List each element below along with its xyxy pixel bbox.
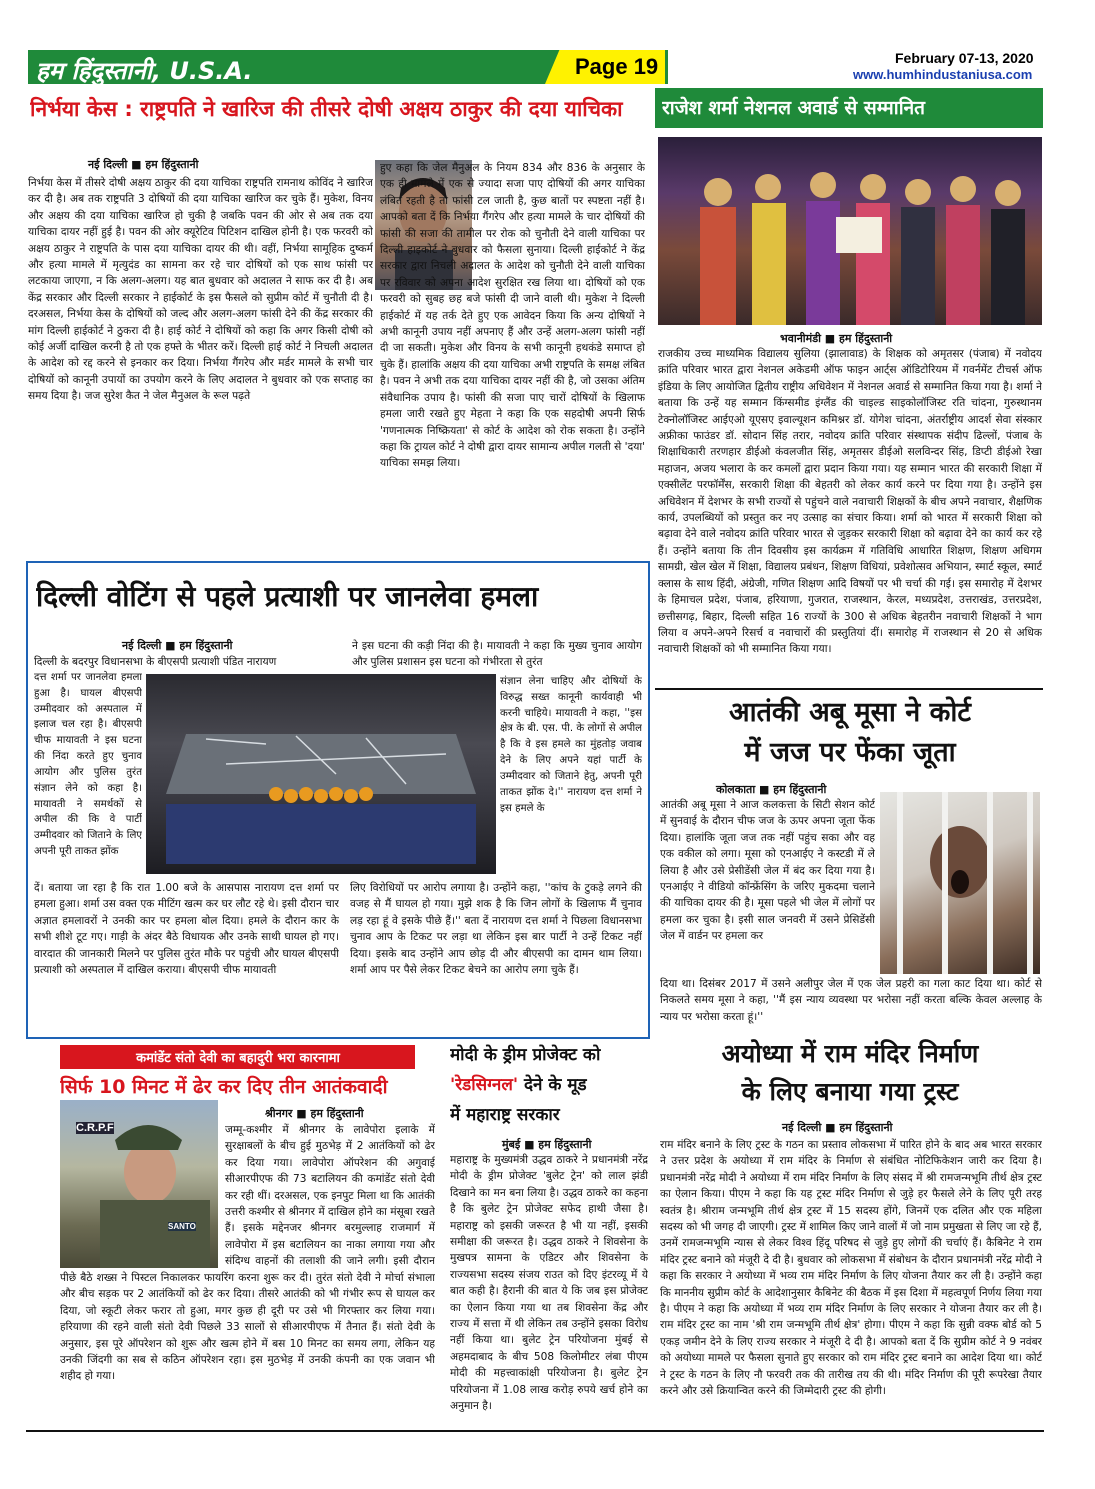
masthead-title: हम हिंदुस्तानी, U.S.A. <box>36 57 253 85</box>
page-number: Page 19 <box>575 54 659 79</box>
abu-bottom: दिया था। दिसंबर 2017 में उसने अलीपुर जेल में एक जेल प्रहरी का गला काट दिया था। कोर्ट से निकलते समय मूसा ने कहा, ''मैं इस न्याय व्यवस्था पर भरोसा नहीं करता बल्कि केवल अल्लाह के न्याय पर भरोसा करता हूं।'' <box>660 978 1042 1023</box>
ayodhya-body: राम मंदिर बनाने के लिए ट्रस्ट के गठन का प्रस्ताव लोकसभा में पारित होने के बाद अब भारत सरकार ने उत्तर प्रदेश के अयोध्या में राम मंदिर के निर्माण से संबंधित नोटिफिकेशन जारी कर दिया है। प्रधानमंत्री नरेंद्र मोदी ने अयोध्या में राम मंदिर निर्माण के लिए संसद में श्री रामजन्मभूमि तीर्थ क्षेत्र ट्रस्ट का ऐलान किया। पीएम ने कहा कि यह ट्रस्ट मंदिर निर्माण से जुड़े हर फैसले लेने के लिए पूरी तरह स्वतंत्र है। श्रीराम जन्मभूमि तीर्थ क्षेत्र ट्रस्ट में 15 सदस्य होंगे, जिनमें एक दलित और एक महिला सदस्य को भी जगह दी जाएगी। ट्रस्ट में शामिल किए जाने वालों में जो नाम प्रमुखता से लिए जा रहे हैं, उनमें रामजन्मभूमि न्यास से लेकर विश्व हिंदू परिषद से जुड़े हुए लोगों की चर्चाएं हैं। कैबिनेट ने राम मंदिर ट्रस्ट बनाने को मंजूरी दे दी है। बुधवार को लोकसभा में संबोधन के दौरान प्रधानमंत्री नरेंद्र मोदी ने कहा कि सरकार ने अयोध्या में भव्य राम मंदिर निर्माण के लिए योजना तैयार कर ली है। उन्होंने कहा कि माननीय सुप्रीम कोर्ट के आदेशानुसार कैबिनेट की बैठक में इस दिशा में महत्वपूर्ण निर्णय लिया गया है। पीएम ने कहा कि अयोध्या में भव्य राम मंदिर निर्माण के लिए सरकार ने योजना तैयार कर ली है। राम मंदिर ट्रस्ट का नाम 'श्री राम जन्मभूमि तीर्थ क्षेत्र' होगा। पीएम ने कहा कि सुन्नी वक्फ बोर्ड को 5 एकड़ जमीन देने के लिए राज्य सरकार ने मंजूरी दे दी है। आपको बता दें कि सुप्रीम कोर्ट ने 9 नवंबर को अयोध्या मामले पर फैसला सुनाते हुए सरकार को राम मंदिर ट्रस्ट बनाने का आदेश दिया था। कोर्ट ने ट्रस्ट के गठन के लिए नौ फरवरी तक की तारीख तय की थी। मंदिर निर्माण की पूरी रूपरेखा तैयार करने और उसे क्रियान्वित करने की जिम्मेदारी ट्रस्ट की होगी। <box>660 1139 1042 1398</box>
ceremony-figures-icon <box>658 137 1042 325</box>
santo-kicker: कमांडेंट संतो देवी का बहादुरी भरा कारनामा <box>136 1051 340 1066</box>
modi-red-signal: 'रेडसिग्नल' <box>450 1075 519 1095</box>
ayodhya-headline-line2: के लिए बनाया गया ट्रस्ट <box>741 1077 959 1106</box>
delhi-headline: दिल्ली वोटिंग से पहले प्रत्याशी पर जानलेवा हमला <box>36 580 539 613</box>
abu-body: आतंकी अबू मूसा ने आज कलकत्ता के सिटी सेशन कोर्ट में सुनवाई के दौरान चीफ जज के ऊपर अपना जूता फेंक दिया। हालांकि जूता जज तक नहीं पहुंच सका और वह एक वकील को लगा। मूसा को एनआईए ने कस्टडी में ले लिया है और उसे प्रेसीडेंसी जेल में बंद कर दिया गया है। एनआईए ने वीडियो कॉन्फ्रेंसिंग के जरिए मुकदमा चलाने की याचिका दायर की है। मूसा पहले भी जेल में लोगों पर हमला कर चुका है। इसी साल जनवरी में उसने प्रेसिडेंसी जेल में वार्डन पर हमला कर <box>660 799 875 943</box>
modi-body: महाराष्ट्र के मुख्यमंत्री उद्धव ठाकरे ने प्रधानमंत्री नरेंद्र मोदी के ड्रीम प्रोजेक्ट 'बुलेट ट्रेन' को लाल झंडी दिखाने का मन बना लिया है। उद्धव ठाकरे का कहना है कि बुलेट ट्रेन प्रोजेक्ट सफेद हाथी जैसा है। महाराष्ट्र को इसकी जरूरत है भी या नहीं, इसकी समीक्षा की जरूरत है। उद्धव ठाकरे ने शिवसेना के मुखपत्र सामना के एडिटर और शिवसेना के राज्यसभा सदस्य संजय राउत को दिए इंटरव्यू में ये बात कही है। हैरानी की बात ये कि जब इस प्रोजेक्ट का ऐलान किया गया था तब शिवसेना केंद्र और राज्य में सत्ता में थी लेकिन तब उन्होंने इसका विरोध नहीं किया था। बुलेट ट्रेन परियोजना मुंबई से अहमदाबाद के बीच 508 किलोमीटर लंबा पीएम मोदी की महत्त्वाकांक्षी परियोजना है। बुलेट ट्रेन परियोजना में 1.08 लाख करोड़ रुपये खर्च होने का अनुमान है। <box>450 1154 648 1413</box>
jail-bars-icon <box>880 792 1040 974</box>
nirbhaya-headline: निर्भया केस : राष्ट्रपति ने खारिज की तीसरे दोषी अक्षय ठाकुर की दया याचिका <box>30 97 623 121</box>
modi-headline-line1: मोदी के ड्रीम प्रोजेक्ट को <box>450 1045 601 1065</box>
abu-byline: कोलकाता ■ हम हिंदुस्तानी <box>716 783 827 796</box>
abu-headline-line1: आतंकी अबू मूसा ने कोर्ट <box>728 697 972 728</box>
delhi-col2-top: ने इस घटना की कड़ी निंदा की है। मायावती ने कहा कि मुख्य चुनाव आयोग और पुलिस प्रशासन इस घटना को गंभीरता से तुरंत <box>352 640 642 669</box>
modi-byline: मुंबई ■ हम हिंदुस्तानी <box>502 1138 592 1151</box>
abu-musa-photo <box>880 792 1040 974</box>
delhi-left-col: दत्त शर्मा पर जानलेवा हमला हुआ है। घायल बीएसपी उम्मीदवार को अस्पताल में इलाज चल रहा है। बीएसपी चीफ मायावती ने इस घटना की निंदा करते हुए चुनाव आयोग और पुलिस तुरंत संज्ञान लेने को कहा है। मायावती ने समर्थकों से अपील की कि वे पार्टी उम्मीदवार को जिताने के लिए अपनी पूरी ताकत झोंक <box>34 672 142 857</box>
santo-col: जम्मू-कश्मीर में श्रीनगर के लावेपोरा इलाके में सुरक्षाबलों के बीच हुई मुठभेड़ में 2 आतंकियों को ढेर कर दिया गया। लावेपोरा ऑपरेशन की अगुवाई सीआरपीएफ की 73 बटालियन की कमांडेंट संतो देवी कर रही थीं। दरअसल, एक इनपुट मिला था कि आतंकी उत्तरी कश्मीर से श्रीनगर में दाखिल होने का मंसूबा रखते हैं। इसके मद्देनजर श्रीनगर बरमुल्लाह राजमार्ग में लावेपोरा में इस बटालियन का नाका लगाया गया और संदिग्ध वाहनों की तलाशी की जाने लगी। इसी दौरान <box>225 1124 435 1268</box>
nirbhaya-byline: नई दिल्ली ■ हम हिंदुस्तानी <box>88 158 199 171</box>
rajesh-headline: राजेश शर्मा नेशनल अवार्ड से सम्मानित <box>662 97 925 119</box>
rajesh-body: राजकीय उच्च माध्यमिक विद्यालय सुलिया (झालावाड) के शिक्षक को अमृतसर (पंजाब) में नवोदय क्रांति परिवार भारत द्वारा नेशनल अकेडमी ऑफ फाइन आर्ट्स ऑडिटोरियम में गवर्नमेंट टीचर्स ऑफ इंडिया के लिए आयोजित द्वितीय राष्ट्रीय अधिवेशन में नेशनल अवार्ड से सम्मानित किया गया है। शर्मा ने बताया कि उन्हें यह सम्मान किंग्समीड इंग्लैंड की चाइल्ड साइकोलॉजिस्ट रति चांदना, गुरुस्थानम टेक्नोलॉजिस्ट आईएओ यूएसए इवाल्यूशन कमिश्नर डॉ. योगेश चांदना, अंतर्राष्ट्रीय आदर्श सेवा संस्कार अफ्रीका फाउंडर डॉ. सोदान सिंह तरार, नवोदय क्रांति परिवार संस्थापक संदीप ढिल्लों, पंजाब के शिक्षाधिकारी तरणहार डीईओ कंवलजीत सिंह, अमृतसर डीईओ सलविन्दर सिंह, डिप्टी डीईओ रेखा महाजन, अजय भलारा के कर कमलों द्वारा प्रदान किया गया। यह सम्मान भारत की सरकारी शिक्षा में एक्सीलेंट परफॉर्मेंस, सरकारी शिक्षा की बेहतरी को लेकर कार्य करने पर दिया गया है। उन्होंने इस अधिवेशन में देशभर के सभी राज्यों से पहुंचने वाले नवाचारी शिक्षकों के बीच अपने नवाचार, शैक्षणिक कार्य, उपलब्धियों को प्रस्तुत कर नए उत्साह का संचार किया। शर्मा को भारत में सरकारी शिक्षा को बढ़ावा देने वाले नवोदय क्रांति परिवार भारत से जुड़कर सरकारी शिक्षा को बढ़ावा देने का कार्य कर रहे हैं। उन्होंने बताया कि तीन दिवसीय इस कार्यक्रम में गतिविधि आधारित शिक्षण, शिक्षण अधिगम सामग्री, खेल खेल में शिक्षा, विद्यालय प्रबंधन, शिक्षण विधियां, प्रवेशोत्सव अभियान, स्मार्ट स्कूल, स्मार्ट क्लास के साथ हिंदी, अंग्रेजी, गणित शिक्षण आदि विषयों पर भी चर्चा की गई। इस समारोह में देशभर के हिमाचल प्रदेश, पंजाब, हरियाणा, गुजरात, राजस्थान, केरल, मध्यप्रदेश, उत्तराखंड, उत्तरप्रदेश, छत्तीसगढ़, बिहार, दिल्ली सहित 16 राज्यों के 300 से अधिक बेहतरीन नवाचारी शिक्षकों ने भाग लिया व अपने-अपने रिसर्च व नवाचारों की प्रस्तुतियां दीं। समारोह में राजस्थान से 20 से अधिक नवाचारी शिक्षकों को भी सम्मानित किया गया। <box>658 348 1042 656</box>
santo-headline: सिर्फ 10 मिनट में ढेर कर दिए तीन आतंकवादी <box>60 1076 388 1098</box>
abu-top-rule <box>655 688 1043 690</box>
modi-headline-line3: में महाराष्ट्र सरकार <box>450 1105 560 1125</box>
car-icon <box>146 674 496 874</box>
ayodhya-headline-line1: अयोध्या में राम मंदिर निर्माण <box>721 1039 979 1068</box>
santo-bottom: पीछे बैठे शख्स ने पिस्टल निकालकर फायरिंग करना शुरू कर दी। तुरंत संतो देवी ने मोर्चा संभाला और बीच सड़क पर 2 आतंकियों को ढेर कर दिया। तीसरे आतंकी को भी गंभीर रूप से घायल कर दिया, जो स्कूटी लेकर फरार तो हुआ, मगर कुछ ही दूरी पर उसे भी गिरफ्तार कर लिया गया। हरियाणा की रहने वाली संतो देवी पिछले 33 सालों से सीआरपीएफ में तैनात हैं। संतो देवी के अनुसार, इस पूरे ऑपरेशन को शुरू और खत्म होने में बस 10 मिनट का समय लगा, लेकिन यह उनकी जिंदगी का सब से कठिन ऑपरेशन रहा। इस मुठभेड़ में उनकी कंपनी का एक जवान भी शहीद हो गया। <box>60 1272 435 1383</box>
website-link[interactable]: www.humhindustaniusa.com <box>853 67 1033 82</box>
nirbhaya-col1: निर्भया केस में तीसरे दोषी अक्षय ठाकुर की दया याचिका राष्ट्रपति रामनाथ कोविंद ने खारिज कर दी है। अब तक राष्ट्रपति 3 दोषियों की दया याचिका खारिज कर चुके हैं। मुकेश, विनय और अक्षय की दया याचिका खारिज हो चुकी है जबकि पवन की ओर से अब तक दया याचिका दायर नहीं हुई है। पवन की ओर क्यूरेटिव पिटिशन दाखिल होनी है। एक फरवरी को अक्षय ठाकुर ने राष्ट्रपति के पास दया याचिका दायर की थी। वहीं, निर्भया सामूहिक दुष्कर्म और हत्या मामले में मृत्युदंड का सामना कर रहे चार दोषियों को एक साथ फांसी पर लटकाया जाएगा, न कि अलग-अलग। यह बात बुधवार को अदालत ने साफ कर दी है। अब केंद्र सरकार और दिल्ली सरकार ने हाईकोर्ट के इस फैसले को सुप्रीम कोर्ट में चुनौती दी है। दरअसल, निर्भया केस के दोषियों को जल्द और अलग-अलग फांसी देने की केंद्र सरकार की मांग दिल्ली हाईकोर्ट ने ठुकरा दी है। हाई कोर्ट ने दोषियों को कहा कि अगर किसी दोषी को कोई अर्जी दाखिल करनी है तो एक हफ्ते के भीतर करें। दिल्ली हाई कोर्ट ने निचली अदालत के आदेश को रद्द करने से इनकार कर दिया। निर्भया गैंगरेप और मर्डर मामले के सभी चार दोषियों को कानूनी उपायों का उपयोग करने के लिए अदालत ने बुधवार को एक सप्ताह का समय दिया है। जज सुरेश कैत ने जेल मैनुअल के रूल पढ़ते <box>28 177 373 403</box>
abu-headline-line2: में जज पर फेंका जूता <box>744 737 956 768</box>
issue-date: February 07-13, 2020 <box>895 50 1034 66</box>
award-photo <box>658 137 1042 325</box>
delhi-byline: नई दिल्ली ■ हम हिंदुस्तानी <box>122 639 233 652</box>
delhi-bottom-col1: दें। बताया जा रहा है कि रात 1.00 बजे के आसपास नारायण दत्त शर्मा पर हमला हुआ। शर्मा उस वक्त एक मीटिंग खत्म कर घर लौट रहे थे। इसी दौरान चार अज्ञात हमलावरों ने उनकी कार पर हमला बोल दिया। हमले के दौरान कार के सभी शीशे टूट गए। गाड़ी के अंदर बैठे विधायक और उनके साथी घायल हो गए। वारदात की जानकारी मिलने पर पुलिस तुरंत मौके पर पहुंची और घायल बीएसपी प्रत्याशी को अस्पताल में दाखिल कराया। बीएसपी चीफ मायावती <box>34 882 339 977</box>
damaged-car-photo <box>146 674 496 874</box>
nirbhaya-col2: हुए कहा कि जेल मैनुअल के नियम 834 और 836 के अनुसार के एक ही मामले में एक से ज्यादा सजा पाए दोषियों की अगर याचिका लंबित रहती है तो फांसी टल जाती है, कुछ बातों पर स्पष्टता नहीं है। आपको बता दें कि निर्भया गैंगरेप और हत्या मामले के चार दोषियों की फांसी की सजा की तामील पर रोक को चुनौती देने वाली याचिका पर दिल्ली हाइकोर्ट ने बुधवार को फैसला सुनाया। दिल्ली हाईकोर्ट ने केंद्र सरकार द्वारा निचली अदालत के आदेश को चुनौती देने वाली याचिका पर रविवार को अपना आदेश सुरक्षित रख लिया था। दोषियों को एक फरवरी को सुबह छह बजे फांसी दी जाने वाली थी। मुकेश ने दिल्ली हाईकोर्ट में यह तर्क देते हुए एक आवेदन किया कि अन्य दोषियों ने अभी कानूनी उपाय नहीं अपनाए हैं और उन्हें अलग-अलग फांसी नहीं दी जा सकती। मुकेश और विनय के सभी कानूनी हथकंडे समाप्त हो चुके हैं। हालांकि अक्षय की दया याचिका अभी राष्ट्रपति के समक्ष लंबित है। पवन ने अभी तक दया याचिका दायर नहीं की है, जो उसका अंतिम संवैधानिक उपाय है। फांसी की सजा पाए चारों दोषियों के खिलाफ हमला जारी रखते हुए मेहता ने कहा कि एक सहदोषी अपनी सिर्फ 'गणनात्मक निष्क्रियता' से कोर्ट के आदेश को रोक सकता है। उन्होंने कहा कि ट्रायल कोर्ट ने दोषी द्वारा दायर सामान्य अपील गलती से 'दया' याचिका समझ लिया। <box>380 162 645 470</box>
name-tag: SANTO <box>168 1222 196 1231</box>
rajesh-byline: भवानीमंडी ■ हम हिंदुस्तानी <box>780 332 893 345</box>
modi-headline-line2 <box>450 1070 650 1100</box>
ayodhya-byline: नई दिल्ली ■ हम हिंदुस्तानी <box>782 1121 893 1134</box>
crpf-badge: C.R.P.F <box>76 1122 114 1134</box>
santo-devi-photo <box>60 1100 218 1268</box>
santo-byline: श्रीनगर ■ हम हिंदुस्तानी <box>265 1107 364 1120</box>
page-bottom-rule <box>26 1430 1044 1432</box>
delhi-right-col: संज्ञान लेना चाहिए और दोषियों के विरुद्ध सख्त कानूनी कार्यवाही भी करनी चाहिये। मायावती ने कहा, ''इस क्षेत्र के बी. एस. पी. के लोगों से अपील है कि वे इस हमले का मुंहतोड़ जवाब देने के लिए अपने यहां पार्टी के उम्मीदवार को जिताने हेतु, अपनी पूरी ताकत झोंक दे।'' नारायण दत्त शर्मा ने इस हमले के <box>500 676 642 814</box>
modi-headline-line2-rest: देने के मूड <box>518 1075 587 1095</box>
delhi-bottom-col2: लिए विरोधियों पर आरोप लगाया है। उन्होंने कहा, ''कांच के टुकड़े लगने की वजह से मैं घायल हो गया। मुझे शक है कि जिन लोगों के खिलाफ मैं चुनाव लड़ रहा हूं वे इसके पीछे हैं।'' बता दें नारायण दत्त शर्मा ने पिछला विधानसभा चुनाव आप के टिकट पर लड़ा था लेकिन इस बार पार्टी ने उन्हें टिकट नहीं दिया। इसके बाद उन्होंने आप छोड़ दी और बीएसपी का दामन थाम लिया। शर्मा आप पर पैसे लेकर टिकट बेचने का आरोप लगा चुके हैं। <box>350 882 642 977</box>
delhi-lead: दिल्ली के बदरपुर विधानसभा के बीएसपी प्रत्याशी पंडित नारायण <box>34 656 277 668</box>
